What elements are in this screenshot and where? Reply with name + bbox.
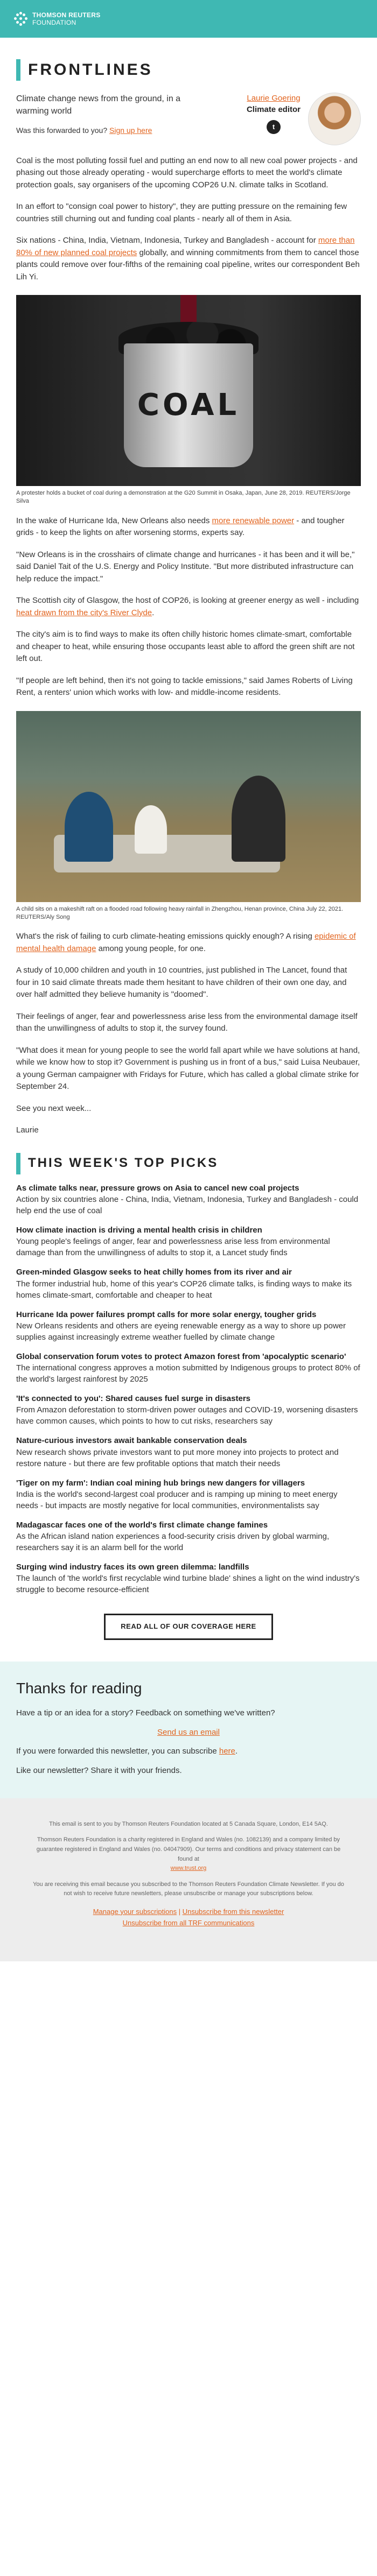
pick-item xyxy=(16,1310,361,1343)
photo-child xyxy=(135,805,167,854)
article-paragraph: "New Orleans is in the crosshairs of climate change and hurricanes - it has been and it will be," said Daniel Tait of the U.S. Energy and Policy Institute. "But more distributed infrastructure can help reduce the impact." xyxy=(16,550,355,583)
pick-title-link[interactable]: Madagascar faces one of the world's first climate change famines xyxy=(16,1520,268,1530)
pick-item xyxy=(16,1267,361,1300)
newsletter-title: FRONTLINES xyxy=(28,61,153,79)
pick-item xyxy=(16,1562,361,1595)
photo-person xyxy=(232,776,285,862)
pick-item xyxy=(16,1520,361,1553)
share-notice: Like our newsletter? Share it with your friends. xyxy=(16,1766,182,1776)
pick-summary: Young people's feelings of anger, fear and powerlessness arise less from environmental damage than from the unwillingness of adults to stop it, a Lancet study finds xyxy=(16,1237,330,1258)
forward-prefix: Was this forwarded to you? xyxy=(16,125,108,135)
flood-photo xyxy=(16,711,361,902)
unsubscribe-all-link[interactable]: Unsubscribe from all TRF communications xyxy=(122,1918,255,1927)
article-paragraph: In an effort to "consign coal power to history", they are putting pressure on the remaining few countries still churning out and funding coal plants - nearly all of them in Asia. xyxy=(16,202,347,223)
coal-protest-photo xyxy=(16,295,361,486)
picks-heading: THIS WEEK'S TOP PICKS xyxy=(28,1156,219,1171)
brand-line-2: FOUNDATION xyxy=(32,19,76,26)
pick-item xyxy=(16,1393,361,1427)
footer: This email is sent to you by Thomson Reuters Foundation located at 5 Canada Square, London, E14 5AQ. Thomson Reuters Foundation is a charity registered in England and Wales (no. 1082139) and a company limited by guarantee registered in England and Wales (no. 04047909). Our terms and conditions and privacy statement can be found at www.trust.org You are receiving this email because you subscribed to the Thomson Reuters Foundation Climate Newsletter. If you do not wish to receive future newsletters, please unsubscribe or manage your subscriptions below. Manage your subscriptions | Unsubscribe from this newsletter Unsubscribe from all TRF communications xyxy=(0,1798,377,1961)
article-paragraph: The city's aim is to find ways to make its often chilly historic homes climate-smart, comfortable and cheaper to heat, while ensuring those occupants least able to afford the green shift are not left out. xyxy=(16,630,355,664)
intro-section xyxy=(16,93,361,145)
sign-up-link[interactable]: Sign up here xyxy=(109,125,152,135)
pick-summary: Action by six countries alone - China, India, Vietnam, Indonesia, Turkey and Bangladesh - could help end the use of coal xyxy=(16,1195,359,1216)
pick-item xyxy=(16,1352,361,1385)
pick-item xyxy=(16,1435,361,1469)
river-clyde-link[interactable]: heat drawn from the city's River Clyde xyxy=(16,608,152,617)
forward-notice xyxy=(16,125,199,136)
unsubscribe-newsletter-link[interactable]: Unsubscribe from this newsletter xyxy=(182,1907,284,1916)
mental-health-link[interactable]: epidemic of mental health damage xyxy=(16,932,356,953)
footer-legal: Thomson Reuters Foundation is a charity registered in England and Wales (no. 1082139) and a company limited by guarantee registered in England and Wales (no. 04047909). Our terms and conditions and privacy statement can be found at www.trust.org xyxy=(36,1836,341,1872)
photo-bucket xyxy=(124,343,253,467)
thanks-section xyxy=(0,1662,377,1798)
pick-summary: New Orleans residents and others are eyeing renewable energy as a way to shore up power supplies against increasingly extreme weather fuelled by climate change xyxy=(16,1321,346,1342)
author-block xyxy=(247,93,361,145)
manage-subscriptions-link[interactable]: Manage your subscriptions xyxy=(93,1907,177,1916)
picks-heading-row xyxy=(16,1153,361,1174)
thanks-heading: Thanks for reading xyxy=(16,1680,142,1697)
article-paragraph: Their feelings of anger, fear and powerlessness arise less from the environmental damage itself than the unwillingness of adults to stop it, the survey found. xyxy=(16,1011,358,1033)
subscribe-link[interactable]: here xyxy=(219,1747,235,1756)
twitter-icon[interactable]: t xyxy=(267,120,281,134)
pick-summary: New research shows private investors want to put more money into projects to protect and restore nature - but there are few profitable options that match their needs xyxy=(16,1447,339,1468)
article-paragraph: In the wake of Hurricane Ida, New Orleans also needs more renewable power - and tougher grids - to keep the lights on after worsening storms, experts say. xyxy=(16,516,345,538)
newsletter-title-row xyxy=(16,58,361,82)
article-paragraph: The Scottish city of Glasgow, the host of COP26, is looking at greener energy as well - including heat drawn from the city's River Clyde. xyxy=(16,596,359,617)
author-role: Climate editor xyxy=(246,105,301,115)
article-paragraph: Six nations - China, India, Vietnam, Indonesia, Turkey and Bangladesh - account for more than 80% of new planned coal projects globally, and winning commitments from them to cancel those plants could remove over four-fifths of the remaining coal pipeline, writes our correspondent Beh Lih Yi. xyxy=(16,236,360,281)
pick-item xyxy=(16,1478,361,1511)
accent-bar xyxy=(16,59,20,81)
pick-summary: The international congress approves a motion submitted by Indigenous groups to protect 80% of the world's largest rainforest by 2025 xyxy=(16,1363,360,1384)
pick-title-link[interactable]: Global conservation forum votes to protect Amazon forest from 'apocalyptic scenario' xyxy=(16,1352,346,1361)
header-bar xyxy=(0,0,377,38)
logo-dots-icon xyxy=(14,12,28,26)
pick-summary: India is the world's second-largest coal producer and is ramping up mining to meet energy needs - but impacts are mostly negative for local communities, environmentalists say xyxy=(16,1489,338,1510)
trust-org-link[interactable]: www.trust.org xyxy=(170,1865,207,1872)
read-all-coverage-button[interactable]: READ ALL OF OUR COVERAGE HERE xyxy=(104,1614,273,1640)
article-paragraph: Coal is the most polluting fossil fuel and putting an end now to all new coal power projects - and phasing out those already operating - would supercharge efforts to meet the world's climate protection goals, say organisers of the upcoming COP26 U.N. climate talks in Scotland. xyxy=(16,156,358,189)
pick-summary: From Amazon deforestation to storm-driven power outages and COVID-19, worsening disasters have common causes, which points to how to cut risks, researchers say xyxy=(16,1405,358,1426)
article-paragraph: "What does it mean for young people to see the world fall apart while we have solutions at hand, while we know how to stop it? Government is pushing us in front of a bus," said Luisa Neubauer, a young German campaigner with Fridays for Future, which has called a global climate strike for September 24. xyxy=(16,1045,360,1092)
pick-title-link[interactable]: As climate talks near, pressure grows on Asia to cancel new coal projects xyxy=(16,1183,299,1193)
brand-name xyxy=(32,11,101,27)
send-email-link[interactable]: Send us an email xyxy=(157,1727,220,1737)
footer-reason: You are receiving this email because you subscribed to the Thomson Reuters Foundation Climate Newsletter. If you do not wish to receive future newsletters, please unsubscribe or manage your subscriptions below. xyxy=(33,1881,344,1897)
photo-caption: A child sits on a makeshift raft on a flooded road following heavy rainfall in Zhengzhou, Henan province, China July 22, 2021. REUTERS/Aly Song xyxy=(16,905,344,920)
pick-title-link[interactable]: 'It's connected to you': Shared causes fuel surge in disasters xyxy=(16,1394,250,1404)
article-paragraph: What's the risk of failing to curb climate-heating emissions quickly enough? A rising epidemic of mental health damage among young people, for one. xyxy=(16,932,356,953)
brand-line-1: THOMSON REUTERS xyxy=(32,11,101,19)
pick-item xyxy=(16,1225,361,1258)
pick-summary: The former industrial hub, home of this year's COP26 climate talks, is finding ways to make its homes climate-smart, comfortable and cheaper to heat xyxy=(16,1279,352,1300)
pick-title-link[interactable]: Hurricane Ida power failures prompt calls for more solar energy, tougher grids xyxy=(16,1310,317,1319)
brand-logo[interactable] xyxy=(14,11,101,27)
pick-item xyxy=(16,1183,361,1216)
signature: Laurie xyxy=(16,1125,39,1135)
tagline: Climate change news from the ground, in a warming world xyxy=(16,94,181,116)
pick-title-link[interactable]: Nature-curious investors await bankable conservation deals xyxy=(16,1436,247,1446)
pick-title-link[interactable]: Green-minded Glasgow seeks to heat chilly homes from its river and air xyxy=(16,1268,292,1277)
coal-projects-link[interactable]: more than 80% of new planned coal projects xyxy=(16,236,355,257)
renewable-power-link[interactable]: more renewable power xyxy=(212,516,295,525)
pick-title-link[interactable]: Surging wind industry faces its own green dilemma: landfills xyxy=(16,1563,249,1572)
article-paragraph: A study of 10,000 children and youth in 10 countries, just published in The Lancet, found that four in 10 said climate threats made them hesitant to have children of their own one day, and over half admitted they believe humanity is "doomed". xyxy=(16,966,347,1000)
photo-caption: A protester holds a bucket of coal during a demonstration at the G20 Summit in Osaka, Japan, June 28, 2019. REUTERS/Jorge Silva xyxy=(16,490,351,504)
picks-list xyxy=(16,1183,361,1596)
photo-person xyxy=(65,792,113,862)
bucket-lettering: COAL xyxy=(137,388,240,423)
pick-title-link[interactable]: How climate inaction is driving a mental health crisis in children xyxy=(16,1226,262,1235)
author-name-link[interactable]: Laurie Goering xyxy=(247,93,301,103)
pick-summary: The launch of 'the world's first recyclable wind turbine blade' shines a light on the wind industry's struggle to become resource-efficient xyxy=(16,1574,360,1595)
article-paragraph: "If people are left behind, then it's not going to tackle emissions," said James Roberts of Living Rent, a renters' union which works with low- and middle-income residents. xyxy=(16,675,353,698)
article-paragraph: See you next week... xyxy=(16,1103,92,1113)
subscribe-notice: If you were forwarded this newsletter, you can subscribe here. xyxy=(16,1747,238,1756)
tip-question: Have a tip or an idea for a story? Feedback on something we've written? xyxy=(16,1708,275,1718)
author-avatar xyxy=(308,93,361,145)
footer-address: This email is sent to you by Thomson Reuters Foundation located at 5 Canada Square, London, E14 5AQ. xyxy=(49,1820,328,1827)
pick-summary: As the African island nation experiences a food-security crisis driven by global warming, researchers say it is an alarm bell for the world xyxy=(16,1532,330,1553)
pick-title-link[interactable]: 'Tiger on my farm': Indian coal mining hub brings new dangers for villagers xyxy=(16,1478,305,1488)
accent-bar xyxy=(16,1153,20,1174)
